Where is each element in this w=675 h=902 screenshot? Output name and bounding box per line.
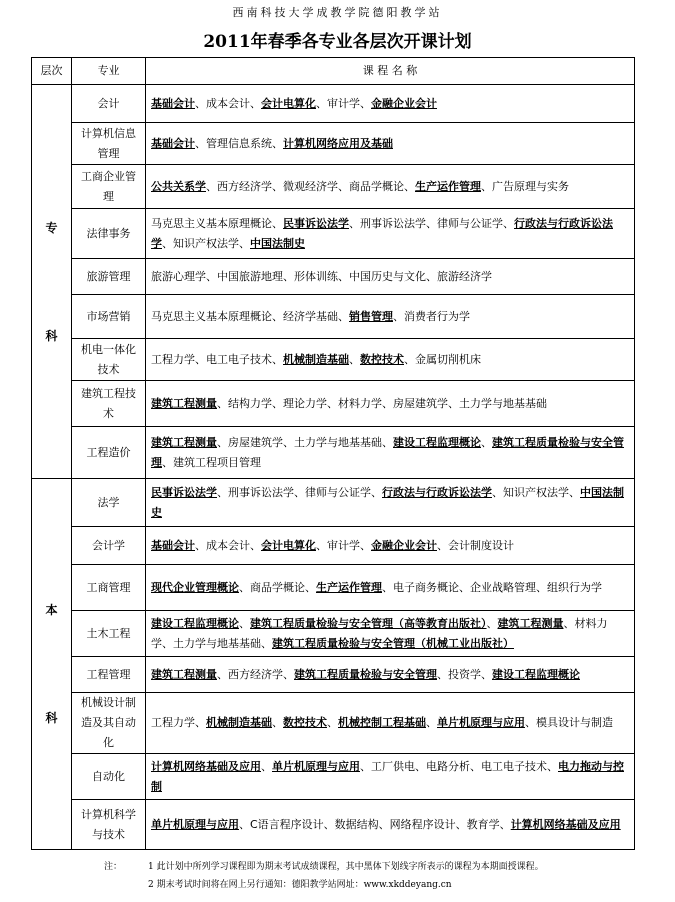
lecture-course: 生产运作管理 <box>316 580 382 594</box>
level-cell <box>32 479 72 850</box>
course-text: 、电子商务概论、企业战略管理、组织行为学 <box>382 580 602 594</box>
lecture-course: 公共关系学 <box>151 179 206 193</box>
table-row <box>32 339 635 381</box>
table-row <box>32 209 635 259</box>
courses-cell <box>146 754 635 800</box>
course-text: 、投资学、 <box>437 667 492 681</box>
lecture-course: 电力拖动与控制 <box>151 759 624 793</box>
lecture-course: 金融企业会计 <box>371 96 437 110</box>
courses-cell <box>146 123 635 165</box>
table-header-row <box>32 58 635 85</box>
lecture-course: 单片机原理与应用 <box>272 759 360 773</box>
lecture-course: 中国法制史 <box>151 485 624 519</box>
major-cell: 工程管理 <box>72 657 146 693</box>
courses-cell <box>146 527 635 565</box>
course-text: 、商品学概论、 <box>239 580 316 594</box>
table-row <box>32 565 635 611</box>
course-text: 、 <box>426 716 437 729</box>
level-char: 科 <box>45 328 58 343</box>
major-cell: 工程造价 <box>72 427 146 479</box>
course-text: 、工厂供电、电路分析、电工电子技术、 <box>360 759 558 773</box>
lecture-course: 生产运作管理 <box>415 179 481 193</box>
course-text: 、 <box>481 435 492 449</box>
lecture-course: 建设工程监理概论 <box>492 667 580 681</box>
major-cell: 会计 <box>72 85 146 123</box>
table-row <box>32 427 635 479</box>
courses-cell <box>146 295 635 339</box>
course-text: 工程力学、 <box>151 716 206 729</box>
course-text: 、成本会计、 <box>195 538 261 552</box>
course-text: 、金属切削机床 <box>404 352 481 366</box>
courses-cell <box>146 85 635 123</box>
lecture-course: 建设工程监理概论 <box>151 616 239 630</box>
level-char: 专 <box>45 220 58 235</box>
major-cell: 机械设计制造及其自动化 <box>72 693 146 754</box>
school-name: 西南科技大学成教学院德阳教学站 <box>232 6 443 19</box>
lecture-course: 机械控制工程基础 <box>338 716 426 729</box>
major-cell: 计算机信息管理 <box>72 123 146 165</box>
lecture-course: 数控技术 <box>283 716 327 729</box>
course-text: 、审计学、 <box>316 96 371 110</box>
major-cell: 法律事务 <box>72 209 146 259</box>
level-gap <box>32 620 71 708</box>
lecture-course: 建筑工程测量 <box>151 667 217 681</box>
lecture-course: 机械制造基础 <box>206 716 272 729</box>
major-cell: 土木工程 <box>72 611 146 657</box>
page-title: 2011年春季各专业各层次开课计划 <box>203 32 472 52</box>
lecture-course: 单片机原理与应用 <box>151 817 239 831</box>
course-text: 旅游心理学、中国旅游地理、形体训练、中国历史与文化、旅游经济学 <box>151 269 492 283</box>
course-text: 、刑事诉讼法学、律师与公证学、 <box>349 216 514 230</box>
lecture-course: 建筑工程测量 <box>151 435 217 449</box>
lecture-course: 会计电算化 <box>261 538 316 552</box>
major-cell: 建筑工程技术 <box>72 381 146 427</box>
major-cell: 计算机科学与技术 <box>72 800 146 850</box>
courses-cell <box>146 381 635 427</box>
lecture-course: 基础会计 <box>151 136 195 150</box>
courses-cell <box>146 339 635 381</box>
course-text: 、建筑工程项目管理 <box>162 455 261 469</box>
major-cell: 市场营销 <box>72 295 146 339</box>
major-cell: 工商企业管理 <box>72 165 146 209</box>
table-row <box>32 479 635 527</box>
lecture-course: 金融企业会计 <box>371 538 437 552</box>
lecture-course: 建筑工程质量检验与安全管理 <box>151 435 624 469</box>
course-text: 、刑事诉讼法学、律师与公证学、 <box>217 485 382 499</box>
course-text: 、知识产权法学、 <box>492 485 580 499</box>
level-cell <box>32 85 72 479</box>
courses-cell <box>146 165 635 209</box>
course-text: 、西方经济学、微观经济学、商品学概论、 <box>206 179 415 193</box>
course-text: 、C语言程序设计、数据结构、网络程序设计、教育学、 <box>239 817 511 831</box>
major-cell: 会计学 <box>72 527 146 565</box>
level-gap <box>32 238 71 326</box>
course-text: 、广告原理与实务 <box>481 179 569 193</box>
lecture-course: 机械制造基础 <box>283 352 349 366</box>
table-row <box>32 85 635 123</box>
major-cell: 法学 <box>72 479 146 527</box>
table-row <box>32 259 635 295</box>
table-row <box>32 800 635 850</box>
course-text: 、知识产权法学、 <box>162 236 250 250</box>
lecture-course: 现代企业管理概论 <box>151 580 239 594</box>
notes-label: 注： <box>104 862 123 872</box>
courses-cell <box>146 209 635 259</box>
courses-cell <box>146 611 635 657</box>
course-text: 、 <box>349 352 360 366</box>
lecture-course: 基础会计 <box>151 538 195 552</box>
lecture-course: 建筑工程测量 <box>497 616 564 630</box>
level-char: 科 <box>45 711 58 725</box>
course-text: 、 <box>239 616 250 630</box>
course-text: 、成本会计、 <box>195 96 261 110</box>
table-row <box>32 381 635 427</box>
lecture-course: 民事诉讼法学 <box>283 216 349 230</box>
table-row <box>32 123 635 165</box>
lecture-course: 建筑工程质量检验与安全管理（高等教育出版社） <box>250 616 487 630</box>
note-line-2: 2 期末考试时间将在网上另行通知：德阳教学站网址：www.xkddeyang.cn <box>148 880 452 890</box>
course-text: 、审计学、 <box>316 538 371 552</box>
course-text: 、管理信息系统、 <box>195 136 283 150</box>
course-text: 工程力学、电工电子技术、 <box>151 352 283 366</box>
lecture-course: 建筑工程质量检验与安全管理（机械工业出版社） <box>272 636 514 650</box>
course-text: 、西方经济学、 <box>217 667 294 681</box>
courses-cell <box>146 693 635 754</box>
lecture-course: 数控技术 <box>360 352 404 366</box>
lecture-course: 行政法与行政诉讼法学 <box>151 216 613 250</box>
table-row <box>32 611 635 657</box>
lecture-course: 计算机网络应用及基础 <box>283 136 393 150</box>
lecture-course: 民事诉讼法学 <box>151 485 217 499</box>
major-cell: 机电一体化技术 <box>72 339 146 381</box>
header-level: 层次 <box>32 58 72 85</box>
courses-cell <box>146 657 635 693</box>
header-major: 专业 <box>72 58 146 85</box>
note-line-1: 1 此计划中所列学习课程即为期末考试成绩课程，其中黑体下划线字所表示的课程为本期面授课程。 <box>148 862 544 872</box>
course-text: 、模具设计与制造 <box>525 716 613 729</box>
courses-cell <box>146 565 635 611</box>
course-plan-table <box>31 57 635 850</box>
lecture-course: 单片机原理与应用 <box>437 716 525 729</box>
lecture-course: 建设工程监理概论 <box>393 435 481 449</box>
lecture-course: 会计电算化 <box>261 96 316 110</box>
courses-cell <box>146 479 635 527</box>
lecture-course: 建筑工程测量 <box>151 396 217 410</box>
course-text: 、结构力学、理论力学、材料力学、房屋建筑学、土力学与地基基础 <box>217 396 547 410</box>
table-row <box>32 295 635 339</box>
major-cell: 工商管理 <box>72 565 146 611</box>
course-text: 、房屋建筑学、土力学与地基基础、 <box>217 435 393 449</box>
lecture-course: 计算机网络基础及应用 <box>151 759 261 773</box>
courses-cell <box>146 259 635 295</box>
level-char: 本 <box>45 603 58 617</box>
course-text: 、 <box>486 616 498 630</box>
courses-cell <box>146 427 635 479</box>
courses-cell <box>146 800 635 850</box>
lecture-course: 销售管理 <box>349 309 393 323</box>
table-row <box>32 754 635 800</box>
lecture-course: 建筑工程质量检验与安全管理 <box>294 667 437 681</box>
footnotes <box>104 858 544 894</box>
course-text: 、材料力学、土力学与地基基础、 <box>151 616 608 650</box>
lecture-course: 计算机网络基础及应用 <box>510 817 621 831</box>
course-text: 、 <box>327 716 338 729</box>
lecture-course: 中国法制史 <box>250 236 305 250</box>
lecture-course: 行政法与行政诉讼法学 <box>382 485 492 499</box>
header-courses: 课 程 名 称 <box>146 58 635 85</box>
major-cell: 旅游管理 <box>72 259 146 295</box>
lecture-course: 基础会计 <box>151 96 195 110</box>
table-row <box>32 693 635 754</box>
table-row <box>32 165 635 209</box>
table-row <box>32 657 635 693</box>
major-cell: 自动化 <box>72 754 146 800</box>
course-text: 、会计制度设计 <box>437 538 514 552</box>
course-text: 、消费者行为学 <box>393 309 470 323</box>
course-text: 马克思主义基本原理概论、经济学基础、 <box>151 309 349 323</box>
course-text: 、 <box>261 759 272 773</box>
table-row <box>32 527 635 565</box>
course-text: 、 <box>272 716 283 729</box>
course-text: 马克思主义基本原理概论、 <box>151 216 283 230</box>
